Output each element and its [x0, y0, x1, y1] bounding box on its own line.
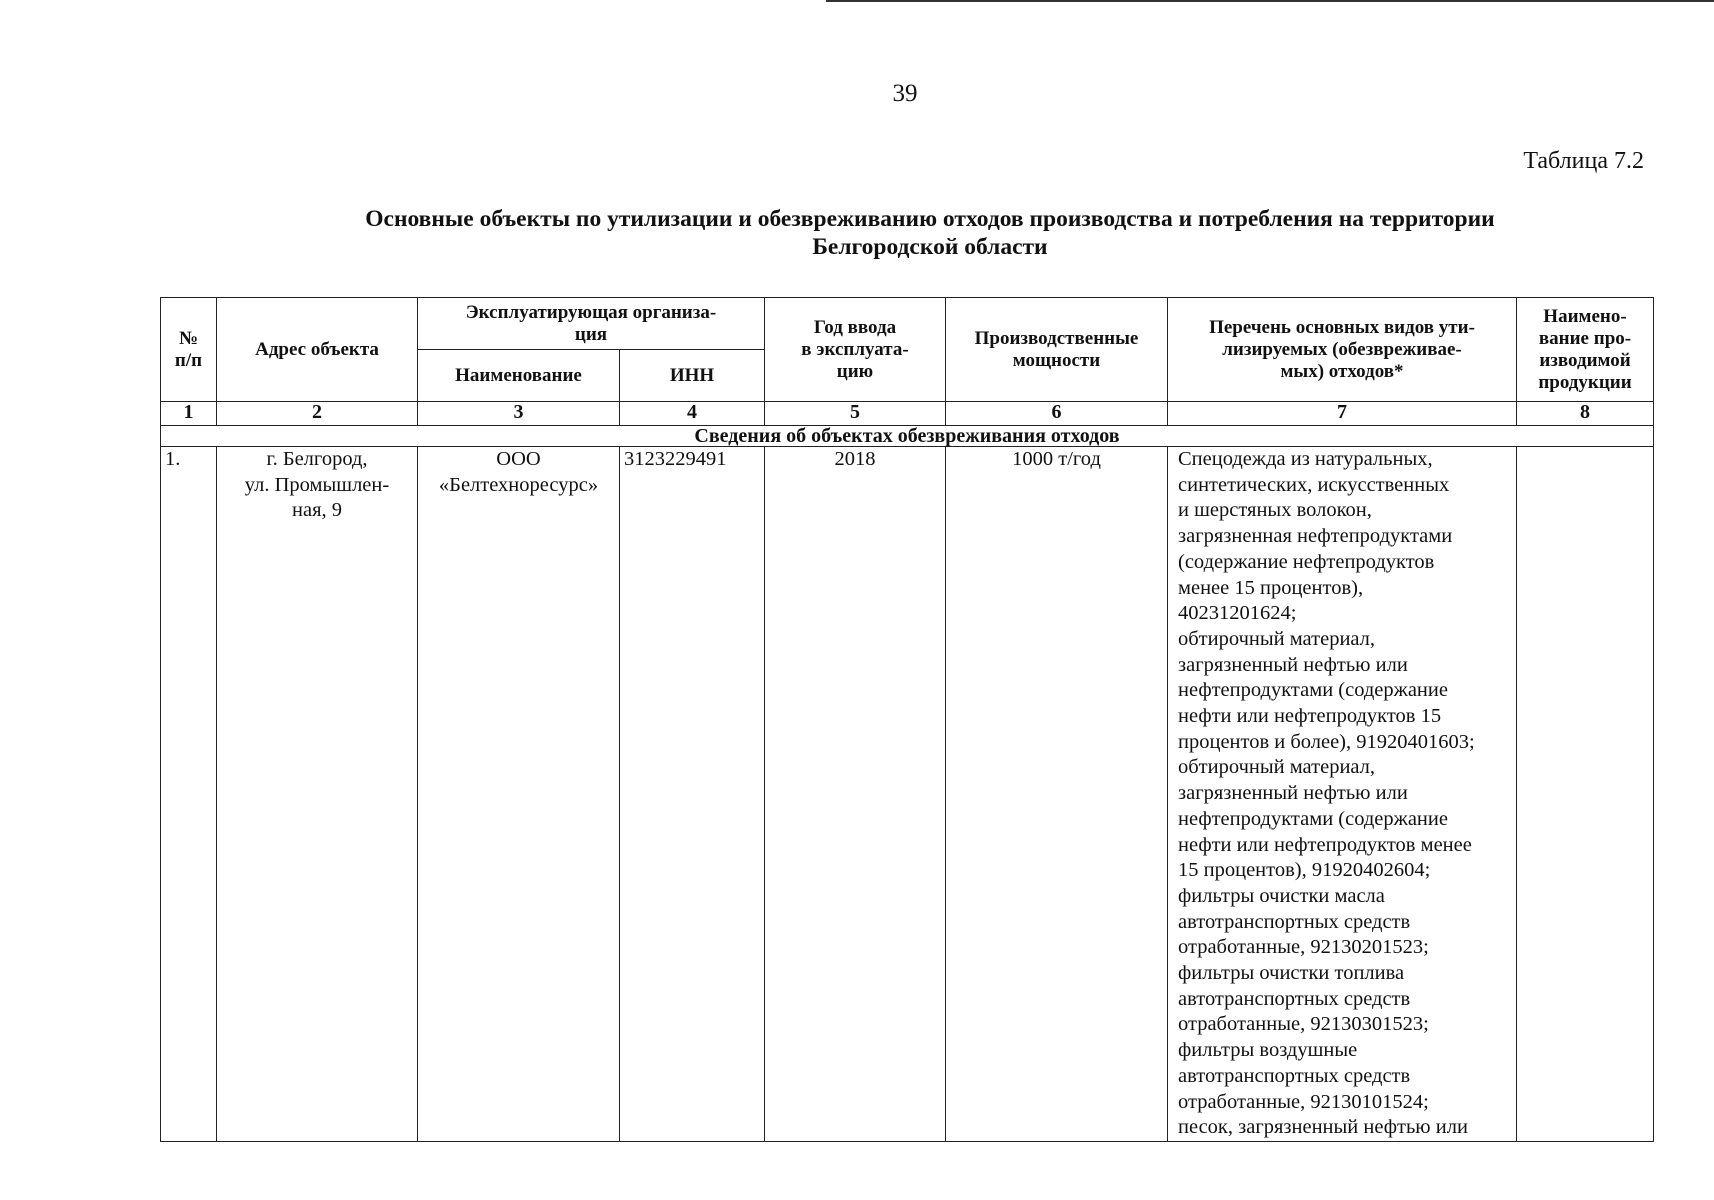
column-number: 7 [1168, 402, 1517, 426]
waste-list-line: 15 процентов), 91920402604; [1178, 859, 1431, 882]
row-org-name: ООО «Белтехноресурс» [418, 447, 620, 1142]
waste-list-line: фильтры очистки масла [1178, 884, 1385, 907]
waste-list-line: загрязненный нефтью или [1178, 782, 1408, 805]
table-row [161, 447, 1654, 1142]
column-number: 1 [161, 402, 217, 426]
waste-list-line: обтирочный материал, [1178, 756, 1376, 779]
page-number: 39 [892, 80, 918, 107]
waste-list-line: загрязненный нефтью или [1178, 653, 1408, 676]
column-number: 5 [765, 402, 946, 426]
header-num: № п/п [161, 298, 217, 402]
header-waste-types: Перечень основных видов ути- лизируемых (обезвреживае- мых) отходов* [1168, 298, 1517, 402]
waste-list-line: синтетических, искусственных [1178, 473, 1450, 496]
row-product [1517, 447, 1654, 1142]
waste-list-line: песок, загрязненный нефтью или [1178, 1116, 1468, 1139]
waste-list-line: и шерстяных волокон, [1178, 499, 1372, 522]
header-operating-org: Эксплуатирующая организа- ция [418, 298, 765, 350]
waste-list-line: отработанные, 92130101524; [1178, 1090, 1429, 1113]
row-waste-list [1168, 447, 1517, 1142]
waste-list-line: автотранспортных средств [1178, 987, 1411, 1010]
waste-list-line: процентов и более), 91920401603; [1178, 730, 1475, 753]
table-label: Таблица 7.2 [1523, 148, 1644, 174]
column-number: 8 [1517, 402, 1654, 426]
header-capacity: Производственные мощности [946, 298, 1168, 402]
header-inn: ИНН [620, 350, 765, 402]
header-year: Год ввода в эксплуата- цию [765, 298, 946, 402]
column-number: 2 [217, 402, 418, 426]
section-title: Сведения об объектах обезвреживания отходов [161, 426, 1654, 447]
column-number: 6 [946, 402, 1168, 426]
waste-list-line: нефтепродуктами (содержание [1178, 679, 1448, 702]
waste-list-line: обтирочный материал, [1178, 627, 1376, 650]
column-number-row [161, 402, 1654, 426]
waste-list-line: нефти или нефтепродуктов менее [1178, 833, 1472, 856]
waste-facilities-table [160, 297, 1654, 1142]
waste-list-line: отработанные, 92130301523; [1178, 1013, 1429, 1036]
top-rule [826, 0, 1714, 2]
header-org-name: Наименование [418, 350, 620, 402]
column-number: 3 [418, 402, 620, 426]
waste-list-line: автотранспортных средств [1178, 910, 1411, 933]
waste-list-line: загрязненная нефтепродуктами [1178, 525, 1453, 548]
row-inn: 3123229491 [620, 447, 765, 1142]
waste-list-line: нефтепродуктами (содержание [1178, 807, 1448, 830]
waste-list-line: автотранспортных средств [1178, 1064, 1411, 1087]
row-number: 1. [161, 447, 217, 1142]
waste-list-line: нефти или нефтепродуктов 15 [1178, 705, 1442, 728]
waste-list-line: фильтры воздушные [1178, 1039, 1358, 1062]
document-title-line-2: Белгородской области [812, 234, 1048, 260]
row-year: 2018 [765, 447, 946, 1142]
row-capacity: 1000 т/год [946, 447, 1168, 1142]
waste-list-line: менее 15 процентов), [1178, 576, 1364, 599]
waste-list-line: фильтры очистки топлива [1178, 962, 1405, 985]
header-address: Адрес объекта [217, 298, 418, 402]
document-title-line-1: Основные объекты по утилизации и обезвреживанию отходов производства и потребления на территории [365, 206, 1495, 232]
header-product: Наимено- вание про- изводимой продукции [1517, 298, 1654, 402]
document-title [210, 205, 1650, 261]
column-number: 4 [620, 402, 765, 426]
section-row [161, 426, 1654, 447]
waste-list-line: (содержание нефтепродуктов [1178, 550, 1435, 573]
waste-list-line: Спецодежда из натуральных, [1178, 448, 1433, 470]
waste-list-line: 40231201624; [1178, 602, 1297, 625]
row-address: г. Белгород, ул. Промышлен- ная, 9 [217, 447, 418, 1142]
waste-list-line: отработанные, 92130201523; [1178, 936, 1429, 959]
